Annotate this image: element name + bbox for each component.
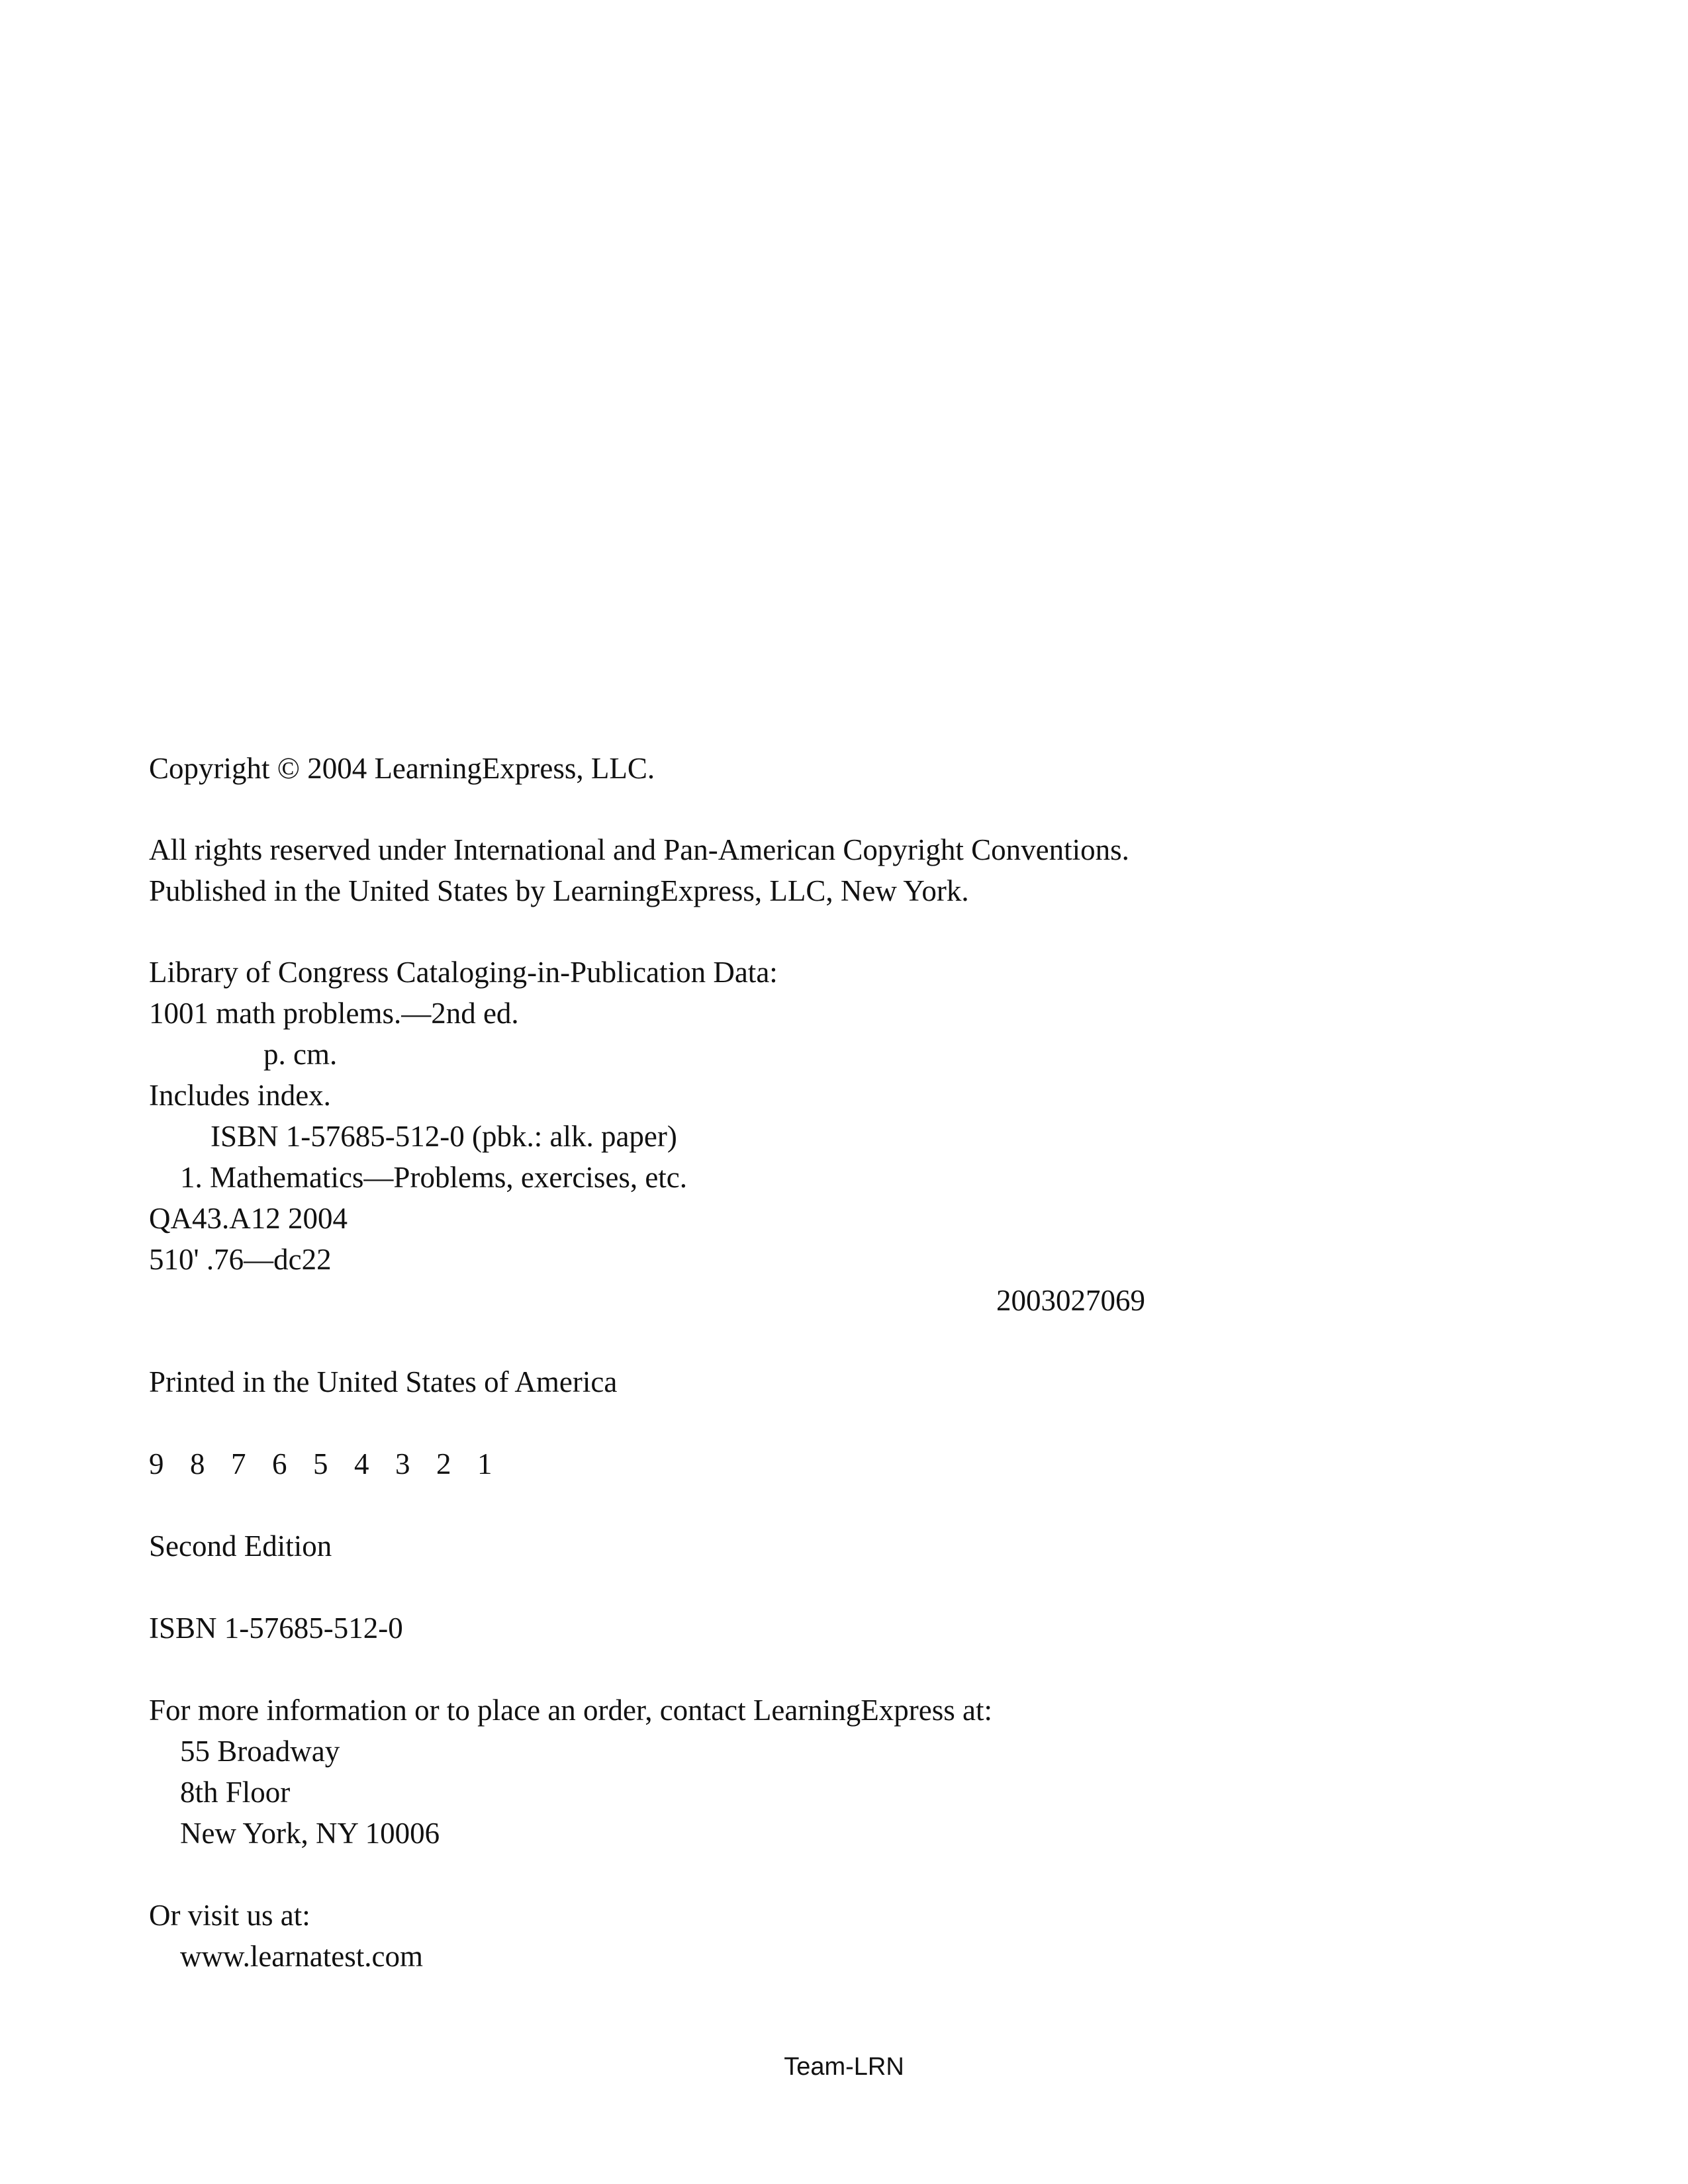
print-number: 1 [477,1447,492,1480]
address-street: 55 Broadway [180,1735,340,1768]
address-floor: 8th Floor [180,1776,291,1809]
contact-intro: For more information or to place an order, contact LearningExpress at: [149,1694,992,1727]
print-number: 9 [149,1447,164,1480]
print-number: 8 [190,1447,205,1480]
address-city: New York, NY 10006 [180,1817,440,1850]
cip-isbn-paper: ISBN 1-57685-512-0 (pbk.: alk. paper) [211,1120,677,1153]
edition-line: Second Edition [149,1529,332,1563]
cip-subject: 1. Mathematics—Problems, exercises, etc. [180,1161,688,1194]
cip-lc-class: QA43.A12 2004 [149,1202,348,1235]
published-line: Published in the United States by LearningExpress, LLC, New York. [149,874,969,907]
print-number: 3 [395,1447,410,1480]
print-number: 5 [313,1447,328,1480]
print-number: 2 [436,1447,451,1480]
cip-heading: Library of Congress Cataloging-in-Publication Data: [149,956,778,989]
printed-line: Printed in the United States of America [149,1365,618,1398]
print-number: 6 [272,1447,287,1480]
cip-title: 1001 math problems.—2nd ed. [149,997,519,1030]
rights-reserved-line: All rights reserved under International and Pan-American Copyright Conventions. [149,833,1129,866]
isbn-line: ISBN 1-57685-512-0 [149,1612,403,1645]
print-number-line [149,1443,518,1484]
print-number: 7 [231,1447,246,1480]
footer-watermark: Team-LRN [784,2053,904,2081]
cip-lccn: 2003027069 [996,1284,1145,1317]
print-number: 4 [354,1447,369,1480]
visit-line: Or visit us at: [149,1899,310,1932]
website-link[interactable]: www.learnatest.com [180,1940,423,1973]
cip-dewey: 510' .76—dc22 [149,1243,332,1276]
copyright-line: Copyright © 2004 LearningExpress, LLC. [149,752,655,785]
cip-pages: p. cm. [263,1038,338,1071]
cip-includes: Includes index. [149,1079,331,1112]
